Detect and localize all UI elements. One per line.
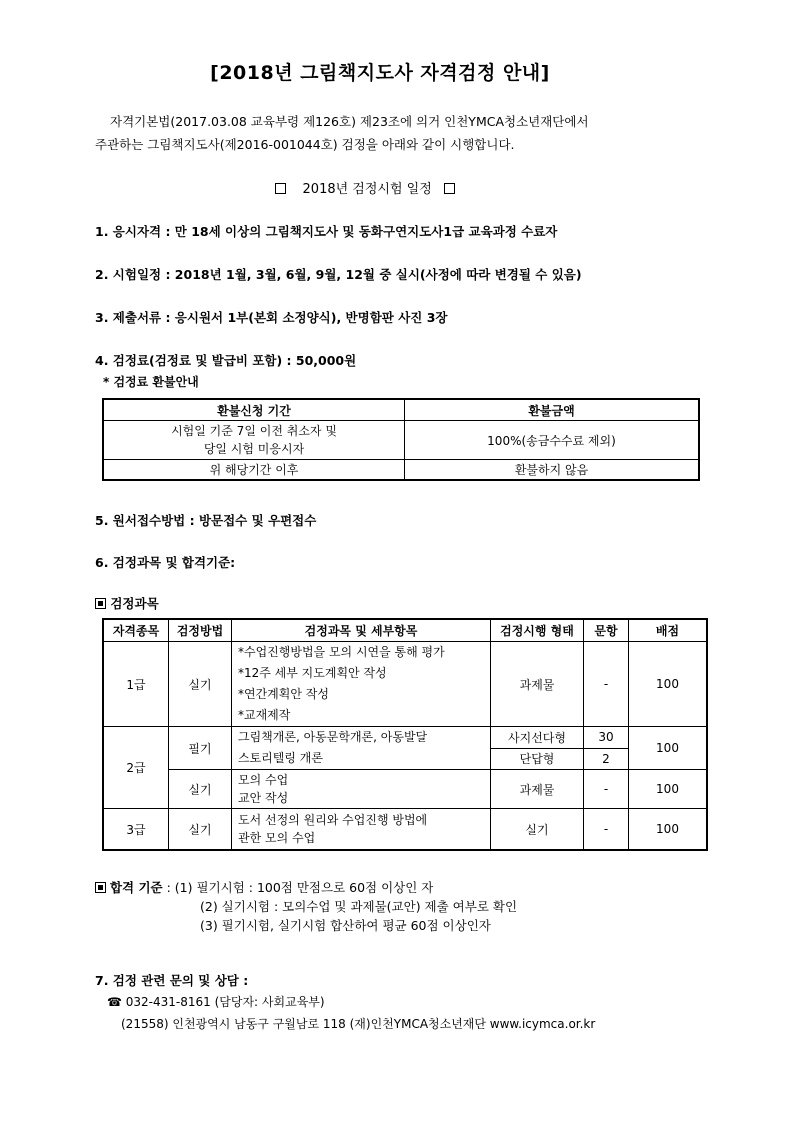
count-cell: 2	[584, 748, 629, 770]
exam-header: 검정과목 및 세부항목	[232, 619, 491, 642]
square-icon	[444, 183, 455, 194]
score-cell: 100	[629, 770, 708, 809]
score-cell: 100	[629, 642, 708, 727]
section-4: 4. 검정료(검정료 및 발급비 포함) : 50,000원	[95, 353, 357, 368]
bullet-box-icon	[95, 882, 106, 893]
count-cell: -	[584, 809, 629, 851]
intro-line-2: 주관하는 그림책지도사(제2016-001044호) 검정을 아래와 같이 시행합니다.	[95, 137, 515, 152]
subject-item: *12주 세부 지도계획안 작성	[238, 666, 387, 680]
bullet-box-icon	[95, 598, 106, 609]
count-cell: -	[584, 770, 629, 809]
exam-header: 검정방법	[169, 619, 232, 642]
refund-header-period: 환불신청 기간	[103, 399, 405, 421]
subject-item: 그림책개론, 아동문학개론, 아동발달	[238, 730, 428, 744]
score-cell: 100	[629, 727, 708, 770]
form-cell: 사지선다형	[491, 727, 584, 749]
grade-cell: 1급	[103, 642, 169, 727]
table-row	[103, 727, 707, 749]
section-5: 5. 원서접수방법 : 방문접수 및 우편접수	[95, 513, 317, 528]
schedule-heading	[275, 178, 455, 197]
table-row	[103, 421, 699, 460]
pass-criteria-label: 합격 기준	[109, 880, 163, 895]
count-cell: 30	[584, 727, 629, 749]
exam-header: 문항	[584, 619, 629, 642]
exam-header: 검정시행 형태	[491, 619, 584, 642]
section-1: 1. 응시자격 : 만 18세 이상의 그림책지도사 및 동화구연지도사1급 교육과정 수료자	[95, 224, 558, 239]
refund-period-cell: 위 해당기간 이후	[103, 460, 405, 481]
exam-subjects-text: 검정과목	[110, 596, 159, 611]
section-6: 6. 검정과목 및 합격기준:	[95, 555, 236, 570]
section-3: 3. 제출서류 : 응시원서 1부(본회 소정양식), 반명함판 사진 3장	[95, 310, 448, 325]
refund-period-line: 당일 시험 미응시자	[203, 442, 305, 456]
table-row	[103, 770, 707, 809]
refund-period-cell	[103, 421, 405, 460]
contact-phone: 032-431-8161 (담당자: 사회교육부)	[125, 995, 325, 1009]
refund-amount-cell: 100%(송금수수료 제외)	[405, 421, 700, 460]
method-cell: 실기	[169, 809, 232, 851]
table-row	[103, 809, 707, 851]
subject-item: 도서 선정의 원리와 수업진행 방법에	[238, 813, 428, 827]
grade-cell: 2급	[103, 727, 169, 809]
pass-criteria-line-1	[95, 878, 433, 896]
form-cell: 과제물	[491, 770, 584, 809]
count-cell: -	[584, 642, 629, 727]
subject-cell	[232, 642, 491, 727]
pass-criteria-3: (3) 필기시험, 실기시험 합산하여 평균 60점 이상인자	[200, 918, 491, 933]
pass-criteria-2: (2) 실기시험 : 모의수업 및 과제물(교안) 제출 여부로 확인	[200, 899, 518, 914]
refund-period-line: 시험일 기준 7일 이전 취소자 및	[171, 424, 337, 438]
subject-item: *교재제작	[238, 708, 291, 722]
method-cell: 실기	[169, 770, 232, 809]
intro-line-1: 자격기본법(2017.03.08 교육부령 제126호) 제23조에 의거 인천YMCA청소년재단에서	[110, 114, 589, 129]
contact-address: (21558) 인천광역시 남동구 구월남로 118 (재)인천YMCA청소년재단 www.icymca.or.kr	[121, 1017, 596, 1031]
exam-table	[102, 618, 708, 851]
score-cell: 100	[629, 809, 708, 851]
form-cell: 단답형	[491, 748, 584, 770]
subject-item: 모의 수업	[238, 773, 289, 787]
subject-cell	[232, 727, 491, 770]
refund-amount-cell: 환불하지 않음	[405, 460, 700, 481]
grade-cell: 3급	[103, 809, 169, 851]
schedule-heading-text: 2018년 검정시험 일정	[302, 182, 432, 197]
subject-cell	[232, 770, 491, 809]
pass-criteria-1: : (1) 필기시험 : 100점 만점으로 60점 이상인 자	[166, 880, 434, 895]
form-cell: 실기	[491, 809, 584, 851]
square-icon	[275, 183, 286, 194]
method-cell: 실기	[169, 642, 232, 727]
exam-subjects-heading	[95, 594, 159, 612]
refund-header-amount: 환불금액	[405, 399, 700, 421]
subject-item: 관한 모의 수업	[238, 831, 316, 845]
refund-table	[102, 398, 700, 481]
subject-item: 스토리텔링 개론	[238, 751, 323, 765]
phone-icon: ☎	[107, 995, 122, 1009]
method-cell: 필기	[169, 727, 232, 770]
subject-item: *수업진행방법을 모의 시연을 통해 평가	[238, 645, 445, 659]
table-row	[103, 642, 707, 727]
section-7: 7. 검정 관련 문의 및 상담 :	[95, 973, 249, 988]
page-title: [2018년 그림책지도사 자격검정 안내]	[210, 62, 550, 84]
section-2: 2. 시험일정 : 2018년 1월, 3월, 6월, 9월, 12월 중 실시(사정에 따라 변경될 수 있음)	[95, 267, 582, 282]
contact-phone-line	[107, 993, 325, 1010]
exam-header: 자격종목	[103, 619, 169, 642]
refund-subheading: * 검정료 환불안내	[103, 375, 199, 389]
form-cell: 과제물	[491, 642, 584, 727]
subject-item: *연간계획안 작성	[238, 687, 329, 701]
subject-item: 교안 작성	[238, 791, 289, 805]
table-row	[103, 460, 699, 481]
exam-header: 배점	[629, 619, 708, 642]
subject-cell	[232, 809, 491, 851]
